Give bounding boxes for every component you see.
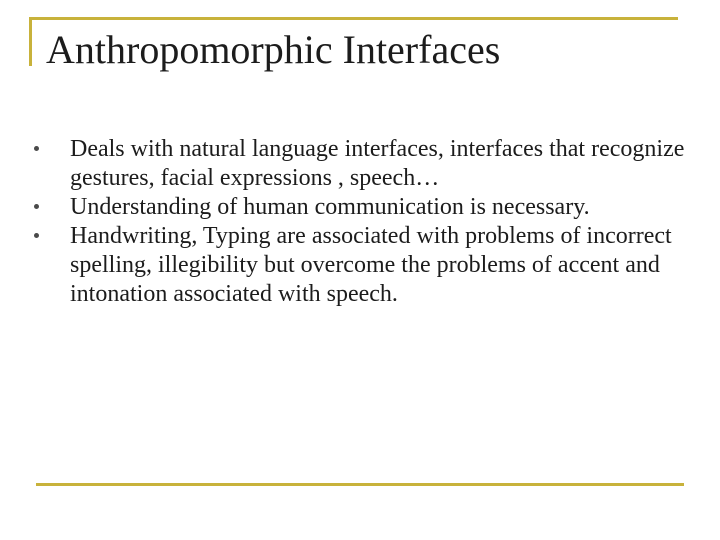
bullet-text: Understanding of human communication is necessary. — [70, 194, 590, 220]
title-frame-top-rule — [29, 17, 678, 20]
bullet-item — [70, 135, 690, 193]
bullet-dot-icon — [34, 204, 39, 209]
slide-title: Anthropomorphic Interfaces — [46, 27, 501, 72]
bullet-dot-icon — [34, 146, 39, 151]
bullet-list — [70, 135, 690, 309]
bullet-item — [70, 193, 690, 222]
bullet-text: Deals with natural language interfaces, interfaces that recognize gestures, facial expressions , speech… — [70, 136, 685, 191]
bullet-dot-icon — [34, 233, 39, 238]
bullet-item — [70, 222, 690, 309]
title-frame-left-rule — [29, 17, 32, 66]
footer-rule — [36, 483, 684, 486]
bullet-text: Handwriting, Typing are associated with problems of incorrect spelling, illegibility but overcome the problems of accent and intonation associated with speech. — [70, 223, 672, 307]
